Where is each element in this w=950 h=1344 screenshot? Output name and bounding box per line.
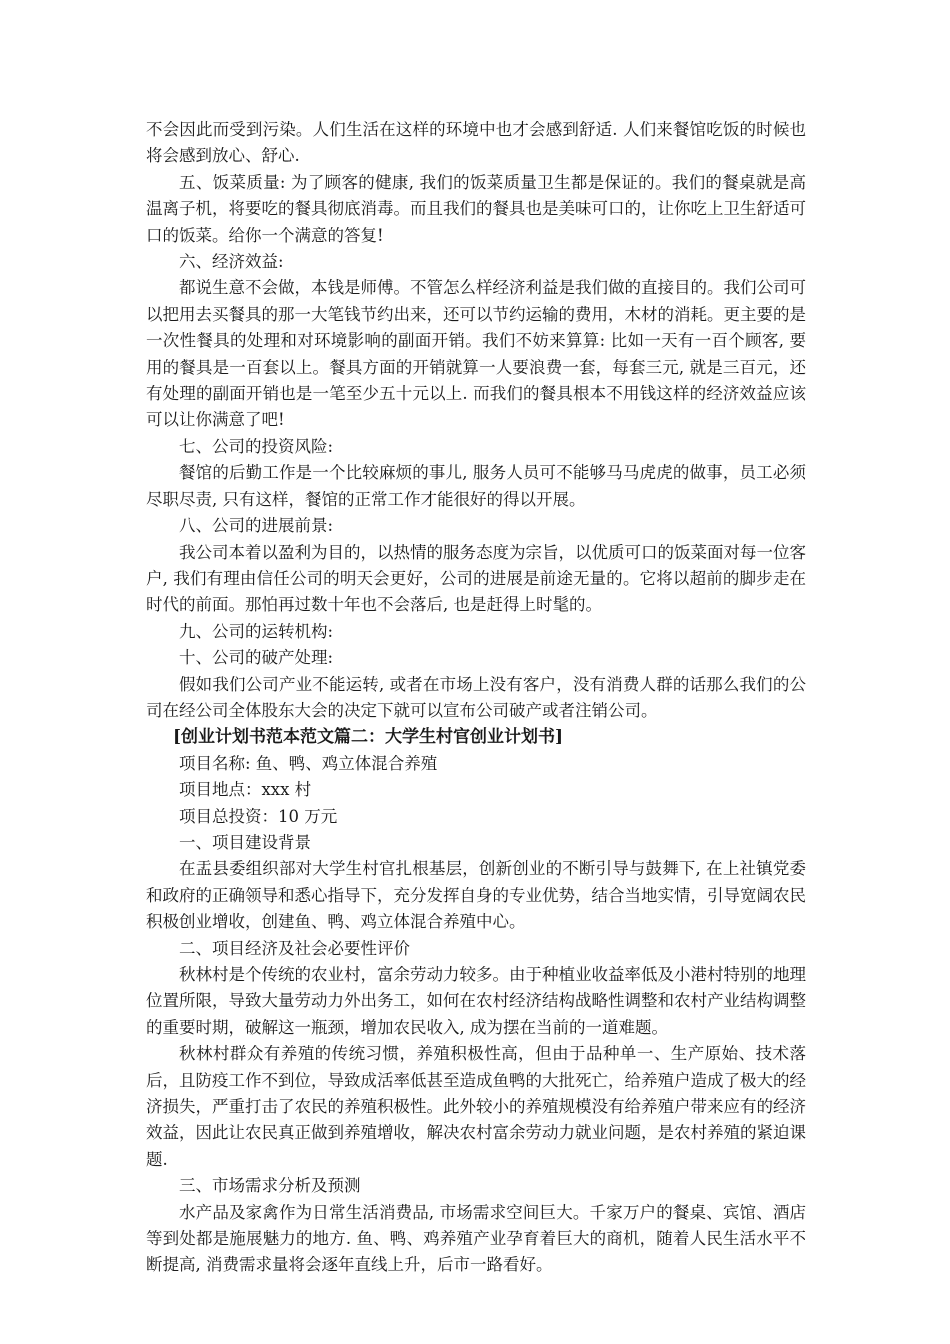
- document-page: [146, 117, 806, 1279]
- project-location: 项目地点：xxx 村: [179, 780, 312, 800]
- section-title-investment-risk: 七、公司的投资风险:: [179, 436, 334, 456]
- section-title-bankruptcy: 十、公司的破产处理:: [179, 648, 334, 668]
- section-title-necessity: 二、项目经济及社会必要性评价: [179, 938, 410, 958]
- article-heading: [创业计划书范本范文篇二：大学生村官创业计划书]: [173, 727, 564, 748]
- body-paragraph: 水产品及家禽作为日常生活消费品, 市场需求空间巨大。千家万户的餐桌、宾馆、酒店等到处都是施展魅力的地方. 鱼、鸭、鸡养殖产业孕育着巨大的商机，随着人民生活水平不断提高, 消费需求量将会逐年直线上升，后市一路看好。: [146, 1202, 806, 1275]
- project-name: 项目名称: 鱼、鸭、鸡立体混合养殖: [179, 753, 438, 773]
- section-paragraph-food-quality: 五、饭菜质量: 为了顾客的健康, 我们的饭菜质量卫生都是保证的。我们的餐桌就是高温离子机，将要吃的餐具彻底消毒。而且我们的餐具也是美味可口的，让你吃上卫生舒适可口的饭菜。给你一个满意的答复!: [146, 172, 806, 245]
- body-paragraph: 在盂县委组织部对大学生村官扎根基层，创新创业的不断引导与鼓舞下, 在上社镇党委和政府的正确领导和悉心指导下，充分发挥自身的专业优势，结合当地实情，引导宽阔农民积极创业增收，创建鱼、鸭、鸡立体混合养殖中心。: [146, 859, 806, 932]
- body-paragraph: 我公司本着以盈利为目的，以热情的服务态度为宗旨，以优质可口的饭菜面对每一位客户, 我们有理由信任公司的明天会更好，公司的进展是前途无量的。它将以超前的脚步走在时代的前面。那怕再过数十年也不会落后, 也是赶得上时髦的。: [146, 542, 806, 615]
- section-title-operating-structure: 九、公司的运转机构:: [179, 621, 334, 641]
- body-paragraph: 秋林村是个传统的农业村，富余劳动力较多。由于种植业收益率低及小港村特别的地理位置所限，导致大量劳动力外出务工，如何在农村经济结构战略性调整和农村产业结构调整的重要时期，破解这一瓶颈，增加农民收入, 成为摆在当前的一道难题。: [146, 965, 806, 1037]
- section-title-prospects: 八、公司的进展前景:: [179, 516, 334, 536]
- body-paragraph: 都说生意不会做，本钱是师傅。不管怎么样经济利益是我们做的直接目的。我们公司可以把用去买餐具的那一大笔钱节约出来，还可以节约运输的费用，木材的消耗。更主要的是一次性餐具的处理和对环境影响的副面开销。我们不妨来算算: 比如一天有一百个顾客, 要用的餐具是一百套以上。餐具方面的开销就算一人要浪费一套，每套三元, 就是三百元，还有处理的副面开销也是一笔至少五十元以上. 而我们的餐具根本不用钱这样的经济效益应该可以让你满意了吧!: [146, 278, 806, 430]
- body-paragraph: 不会因此而受到污染。人们生活在这样的环境中也才会感到舒适. 人们来餐馆吃饭的时候也将会感到放心、舒心.: [146, 120, 806, 166]
- body-paragraph: 餐馆的后勤工作是一个比较麻烦的事儿, 服务人员可不能够马马虎虎的做事，员工必须尽职尽责, 只有这样，餐馆的正常工作才能很好的得以开展。: [146, 463, 806, 509]
- body-paragraph: 秋林村群众有养殖的传统习惯，养殖积极性高，但由于品种单一、生产原始、技术落后，且防疫工作不到位，导致成活率低甚至造成鱼鸭的大批死亡，给养殖户造成了极大的经济损失，严重打击了农民的养殖积极性。此外较小的养殖规模没有给养殖户带来应有的经济效益，因此让农民真正做到养殖增收，解决农村富余劳动力就业问题，是农村养殖的紧迫课题.: [146, 1044, 806, 1169]
- section-title-economic-benefit: 六、经济效益:: [179, 252, 284, 272]
- section-title-market-demand: 三、市场需求分析及预测: [179, 1176, 361, 1196]
- project-investment: 项目总投资：10 万元: [179, 806, 338, 826]
- section-title-background: 一、项目建设背景: [179, 832, 311, 852]
- body-paragraph: 假如我们公司产业不能运转, 或者在市场上没有客户，没有消费人群的话那么我们的公司在经公司全体股东大会的决定下就可以宣布公司破产或者注销公司。: [146, 674, 806, 720]
